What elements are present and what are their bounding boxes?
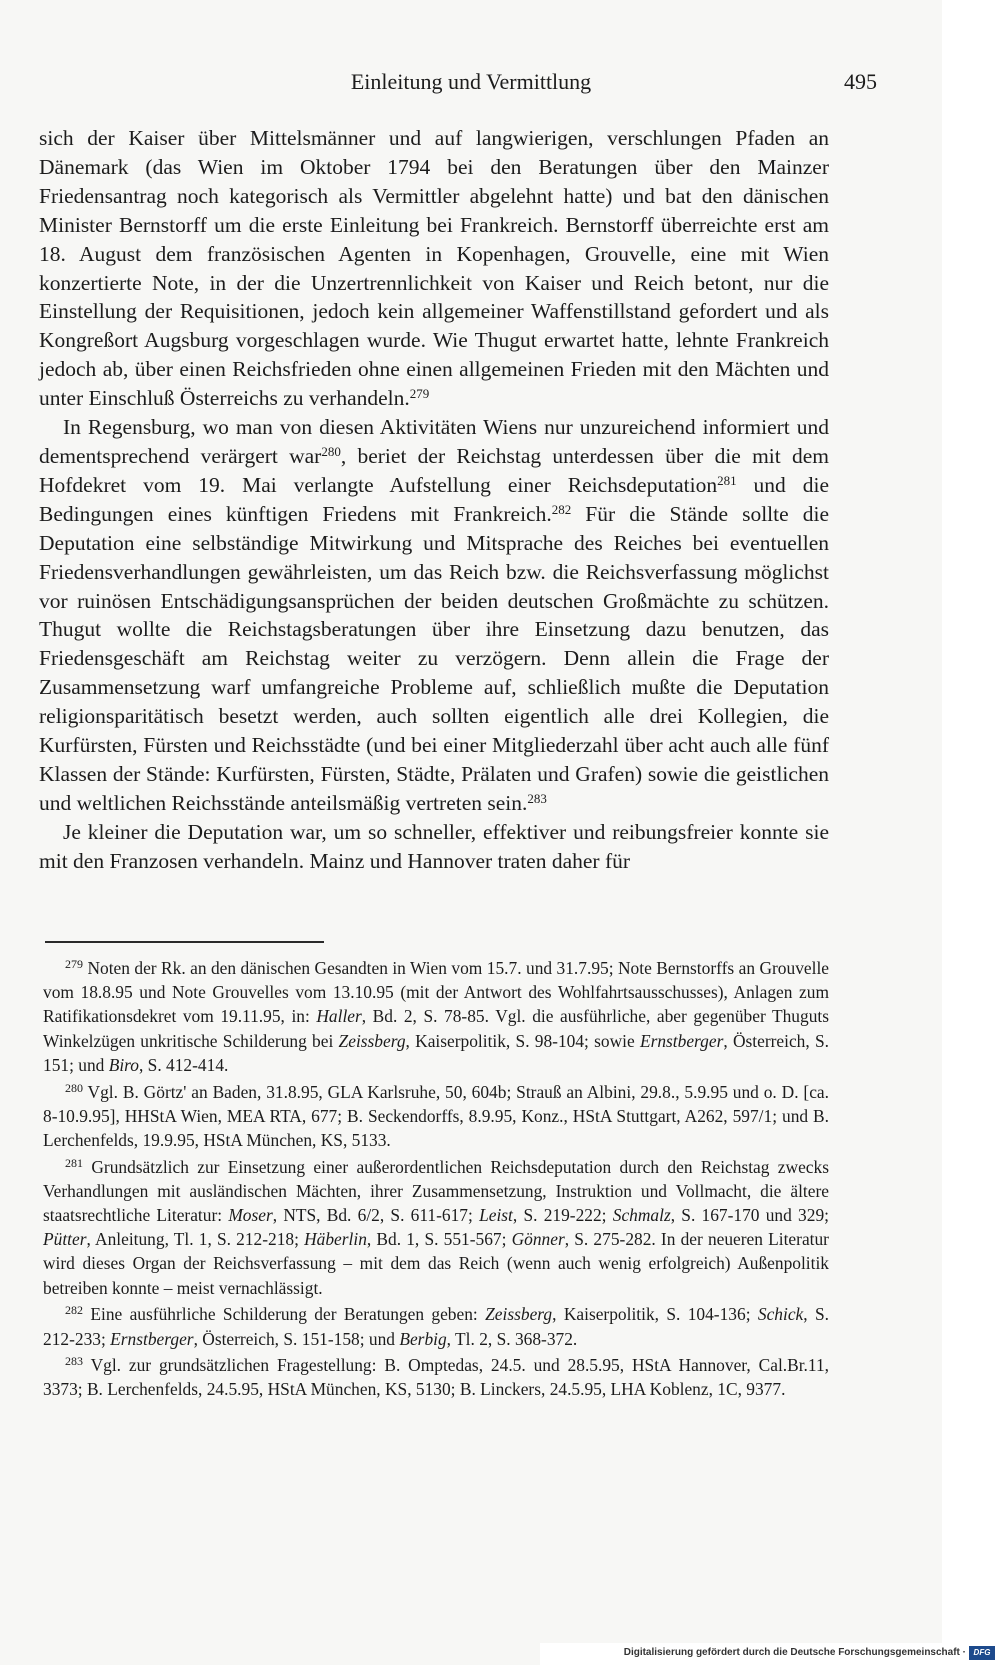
footnote-reference: 281	[717, 472, 737, 488]
text-run: sich der Kaiser über Mittelsmänner und auf langwierigen, verschlungen Pfaden an Dänemark (das Wien im Oktober 1794 bei den Beratungen über den Mainzer Friedensantrag noch kategorisch als Vermittler abgelehnt hatte) und bat den dänischen Minister Bernstorff um die erste Einleitung bei Frankreich. Bernstorff überreichte erst am 18. August dem französischen Agenten in Kopenhagen, Grouvelle, eine mit Wien konzertierte Note, in der die Unzertrennlichkeit von Kaiser und Reich betont, nur die Einstellung der Requisitionen, jedoch kein allgemeiner Waffenstillstand gefordert und als Kongreßort Augsburg vorgeschlagen wurde. Wie Thugut erwartet hatte, lehnte Frankreich jedoch ab, über einen Reichsfrieden ohne einen allgemeinen Frieden mit den Mächten und unter Einschluß Österreichs zu verhandeln.	[39, 126, 829, 411]
text-run: , Tl. 2, S. 368-372.	[446, 1328, 578, 1349]
text-run: , Kaiserpolitik, S. 98-104; sowie	[405, 1030, 640, 1051]
footnote-reference: 279	[409, 386, 430, 402]
footnote	[43, 1155, 829, 1300]
cited-author: Biro	[108, 1054, 139, 1075]
credit-bar	[540, 1643, 1000, 1665]
footnotes	[43, 956, 829, 1404]
text-run: , S. 219-222;	[512, 1205, 613, 1226]
text-run: , S. 275-282. In der neueren Literatur wird dieses Organ der Reichsverfassung – mit dem das Reich (wenn auch wenig erfolgreich) Außenpolitik betreiben konnte – meist vernachlässigt.	[43, 1229, 829, 1298]
footnote-separator	[45, 941, 324, 943]
text-run: , beriet der Reichstag unterdessen über die mit dem Hofdekret vom 19. Mai verlangte Aufstellung einer Reichsdeputation	[39, 443, 830, 497]
text-run: In Regensburg, wo man von diesen Aktivitäten Wiens nur unzureichend informiert und dementsprechend verärgert war	[39, 415, 829, 468]
text-run: , S. 212-233;	[43, 1304, 830, 1349]
cited-author: Schick	[757, 1304, 804, 1325]
body-paragraph	[39, 124, 829, 413]
footnote-number: 283	[65, 1354, 83, 1369]
footnote	[43, 1302, 829, 1350]
text-run: Grundsätzlich zur Einsetzung einer außerordentlichen Reichsdeputation durch den Reichstag zwecks Verhandlungen mit ausländischen Mächten, ihrer Zusammensetzung, Instruktion und Vollmacht, die ältere staatsrechtliche Literatur:	[43, 1156, 829, 1226]
cited-author: Ernstberger	[110, 1328, 194, 1349]
cited-author: Zeissberg	[485, 1304, 553, 1325]
footnote-number: 279	[65, 957, 83, 971]
footnote-reference: 280	[321, 443, 341, 459]
cited-author: Schmalz	[612, 1205, 671, 1226]
text-run: Noten der Rk. an den dänischen Gesandten in Wien vom 15.7. und 31.7.95; Note Bernstorffs an Grouvelle vom 18.8.95 und Note Grouvelles vom 13.10.95 (mit der Antwort des Wohlfahrtsausschusses), Anlagen zum Ratifikationsdekret vom 19.11.95, in:	[43, 958, 829, 1027]
text-run: , Kaiserpolitik, S. 104-136;	[552, 1304, 758, 1325]
text-run: , Bd. 2, S. 78-85. Vgl. die ausführliche, aber gegenüber Thuguts Winkelzügen unkritische Schilderung bei	[43, 1006, 829, 1051]
footnote-reference: 282	[551, 501, 572, 517]
text-run: , S. 412-414.	[138, 1054, 229, 1075]
text-run: Für die Stände sollte die Deputation eine selbständige Mitwirkung und Mitsprache des Reiches bei eventuellen Friedensverhandlungen gewährleisten, um das Reich bzw. die Reichsverfassung möglichst vor ruinösen Entschädigungsansprüchen der beiden deutschen Großmächte zu schützen. Thugut wollte die Reichstagsberatungen über ihre Einsetzung dazu benutzen, das Friedensgeschäft am Reichstag weiter zu verzögern. Denn allein die Frage der Zusammensetzung warf umfangreiche Probleme auf, schließlich mußte die Deputation religionsparitätisch besetzt werden, auch sollten eigentlich alle drei Kollegien, die Kurfürsten, Fürsten und Reichsstädte (und bei einer Mitgliederzahl über acht auch alle fünf Klassen der Stände: Kurfürsten, Fürsten, Städte, Prälaten und Grafen) sowie die geistlichen und weltlichen Reichsstände anteilsmäßig vertreten sein.	[39, 501, 829, 815]
text-run: , NTS, Bd. 6/2, S. 611-617;	[272, 1205, 480, 1226]
cited-author: Haller	[316, 1006, 362, 1027]
text-run: , Österreich, S. 151; und	[43, 1030, 829, 1075]
footnote-reference: 283	[527, 790, 547, 806]
text-run: Je kleiner die Deputation war, um so schneller, effektiver und reibungsfreier konnte sie mit den Franzosen verhandeln. Mainz und Hannover traten daher für	[39, 819, 829, 873]
text-run: Vgl. zur grundsätzlichen Fragestellung: B. Omptedas, 24.5. und 28.5.95, HStA Hannover, Cal.Br.11, 3373; B. Lerchenfelds, 24.5.95, HStA München, KS, 5130; B. Linckers, 24.5.95, LHA Koblenz, 1C, 9377.	[43, 1355, 829, 1400]
text-run: , Anleitung, Tl. 1, S. 212-218;	[86, 1229, 305, 1250]
cited-author: Pütter	[43, 1229, 87, 1250]
dfg-logo: DFG	[969, 1646, 995, 1660]
text-run: , Bd. 1, S. 551-567;	[366, 1229, 512, 1250]
text-run: und die Bedingungen eines künftigen Friedens mit Frankreich.	[39, 472, 829, 526]
running-title: Einleitung und Vermittlung	[350, 69, 592, 94]
cited-author: Moser	[228, 1205, 273, 1226]
text-run: , S. 167-170 und 329;	[670, 1205, 829, 1226]
page-margin	[942, 0, 1000, 1665]
running-head	[0, 66, 942, 98]
dfg-credit-text: Digitalisierung gefördert durch die Deutsche Forschungsgemeinschaft ·	[623, 1647, 966, 1658]
footnote	[43, 956, 829, 1077]
body-paragraph	[39, 818, 829, 876]
footnote	[43, 1353, 829, 1401]
footnote-number: 280	[65, 1080, 83, 1095]
text-run: Eine ausführliche Schilderung der Beratungen geben:	[83, 1304, 486, 1325]
cited-author: Gönner	[511, 1229, 565, 1250]
cited-author: Zeissberg	[338, 1030, 406, 1051]
cited-author: Leist	[479, 1205, 513, 1226]
body-paragraph	[39, 413, 829, 818]
footnote	[43, 1080, 829, 1153]
cited-author: Häberlin	[304, 1229, 367, 1250]
cited-author: Berbig	[399, 1328, 447, 1349]
body-text	[39, 124, 829, 876]
footnote-number: 282	[65, 1303, 83, 1318]
text-run: Vgl. B. Görtz' an Baden, 31.8.95, GLA Karlsruhe, 50, 604b; Strauß an Albini, 29.8., 5.9.95 und o. D. [ca. 8-10.9.95], HHStA Wien, MEA RTA, 677; B. Seckendorffs, 8.9.95, Konz., HStA Stuttgart, A262, 597/1; und B. Lerchenfelds, 19.9.95, HStA München, KS, 5133.	[43, 1081, 829, 1150]
cited-author: Ernstberger	[639, 1030, 724, 1051]
text-run: , Österreich, S. 151-158; und	[193, 1328, 400, 1349]
footnote-number: 281	[65, 1155, 83, 1170]
page-number: 495	[844, 69, 877, 94]
